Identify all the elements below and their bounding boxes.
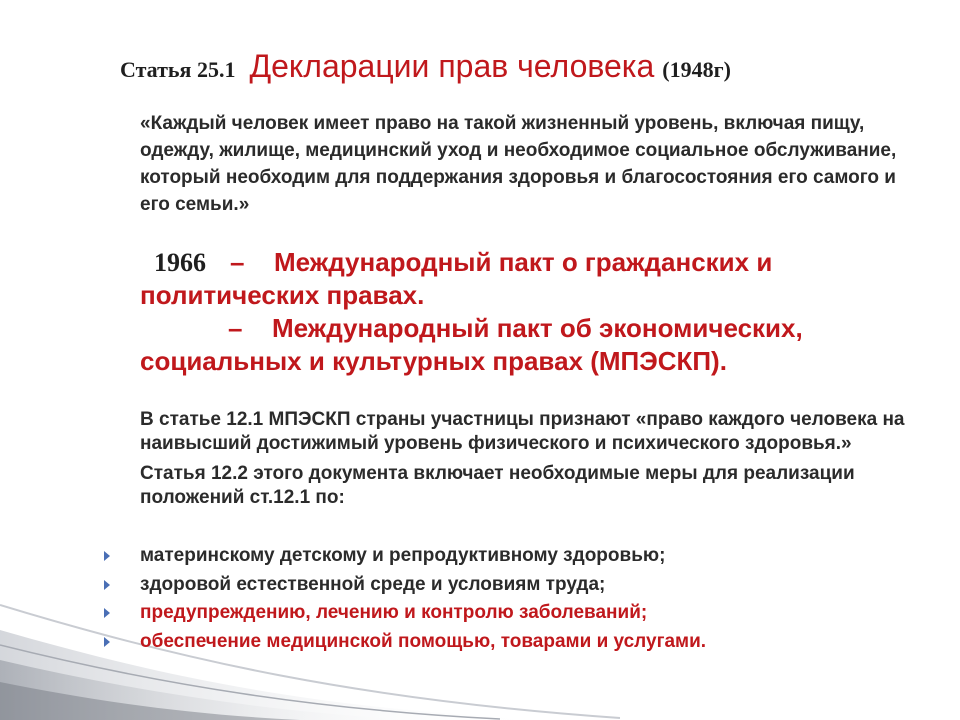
list-item	[104, 599, 934, 628]
measures-list	[104, 542, 934, 656]
title-year: (1948г)	[662, 57, 731, 82]
title-declaration: Декларации прав человека	[249, 48, 655, 84]
pacts-section	[140, 246, 930, 378]
pact-second-text: Международный пакт об экономических, социальных и культурных правах (МПЭСКП).	[140, 313, 803, 376]
triangle-bullet-icon	[104, 551, 110, 561]
list-item-text: здоровой естественной среде и условиям труда;	[140, 573, 606, 595]
article-12-1-text: В статье 12.1 МПЭСКП страны участницы признают «право каждого человека на наивысший достижимый уровень физического и психического здоровья.»	[140, 409, 905, 454]
list-item-text: обеспечение медицинской помощью, товарами и услугами.	[140, 630, 707, 652]
title-article-number: Статья 25.1	[120, 57, 236, 82]
triangle-bullet-icon	[104, 580, 110, 590]
triangle-bullet-icon	[104, 637, 110, 647]
list-item-text: предупреждению, лечению и контролю заболеваний;	[140, 602, 648, 623]
list-item-text: материнскому детскому и репродуктивному здоровью;	[140, 545, 666, 566]
pact-civil-political	[140, 246, 930, 312]
list-item	[104, 571, 934, 600]
pact-dash: –	[228, 313, 243, 343]
pact-first-text: Международный пакт о гражданских и политических правах.	[140, 247, 773, 310]
article-12-2-text: Статья 12.2 этого документа включает необходимые меры для реализации положений ст.12.1 по:	[140, 463, 855, 508]
pact-dash: –	[230, 247, 245, 277]
slide-title	[120, 48, 900, 85]
article-12-section	[140, 408, 930, 510]
pact-economic-social	[140, 312, 930, 378]
declaration-quote: «Каждый человек имеет право на такой жизненный уровень, включая пищу, одежду, жилище, медицинский уход и необходимое социальное обслуживание, который необходим для поддержания здоровья и благосостояния его самого и его семьи.»	[140, 113, 897, 215]
list-item	[104, 542, 934, 571]
pact-year: 1966	[154, 248, 206, 277]
triangle-bullet-icon	[104, 608, 110, 618]
list-item	[104, 628, 934, 657]
